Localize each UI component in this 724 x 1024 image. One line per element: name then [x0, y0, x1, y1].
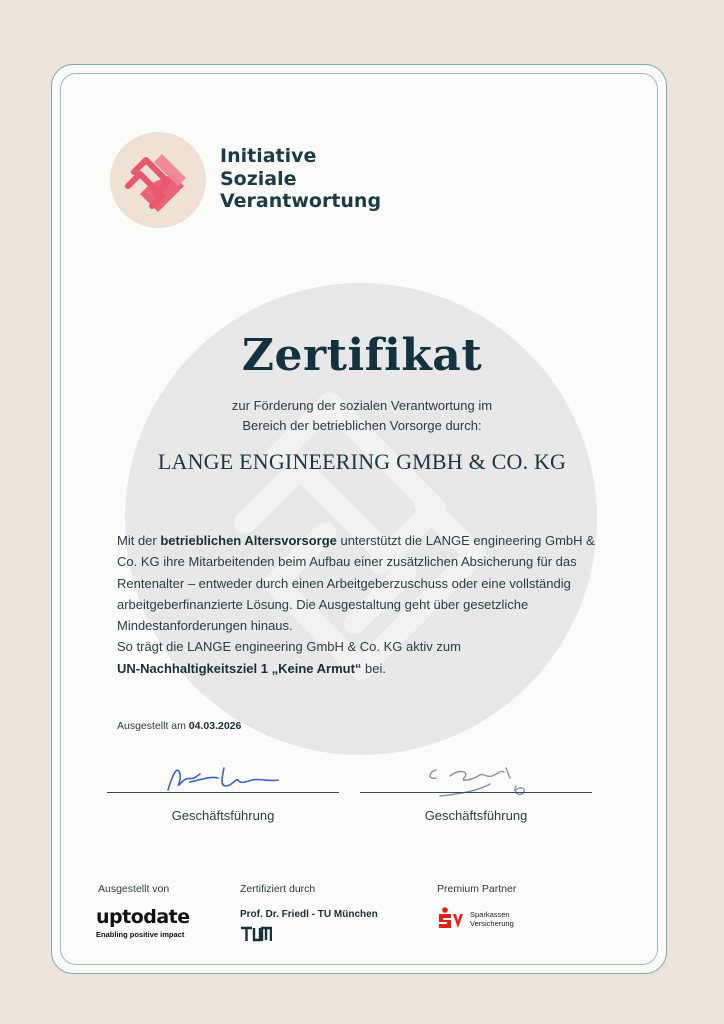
- body-sdg-highlight: UN-Nachhaltigkeitsziel 1 „Keine Armut“: [117, 660, 362, 676]
- company-name: LANGE ENGINEERING GMBH & CO. KG: [157, 449, 567, 474]
- certificate-title: Zertifikat: [241, 330, 483, 381]
- heart-hands-icon: [110, 132, 206, 228]
- issued-label: Ausgestellt am: [117, 720, 189, 732]
- body-p2-suffix: bei.: [361, 660, 386, 676]
- issued-date: [117, 720, 241, 732]
- body-paragraph-3: [117, 658, 617, 679]
- certifier-name: Prof. Dr. Friedl - TU München: [240, 909, 378, 920]
- signature-label-1: Geschäftsführung: [171, 808, 275, 823]
- body-p1-highlight: betrieblichen Altersvorsorge: [160, 533, 337, 548]
- body-paragraph-2: So trägt die LANGE engineering GmbH & Co. KG aktiv zum: [117, 639, 461, 655]
- certificate-body: [117, 530, 617, 679]
- body-p1-rest: unterstützt die LANGE engineering GmbH & Co. KG ihre Mitarbeitenden beim Aufbau einer zusätzlichen Absicherung für das Rentenalter – entweder durch einen Arbeitgeberzuschuss oder eine vollständig arbeitgeberfinanzierte Lösung. Die Ausgestaltung geht über gesetzliche Mindestanforderungen hinaus.: [117, 533, 595, 634]
- signature-line-2: [360, 792, 592, 793]
- certificate-subtitle: [0, 396, 724, 436]
- body-p1-prefix: Mit der: [117, 533, 161, 548]
- issued-by-label: Ausgestellt von: [98, 883, 170, 895]
- brand-name-line3: Verantwortung: [220, 190, 382, 212]
- brand-name-line2: Soziale: [220, 167, 297, 190]
- brand-logo: [110, 132, 206, 228]
- issued-date-value: 04.03.2026: [188, 720, 242, 732]
- partner-name-line2: Versicherung: [470, 918, 514, 928]
- partner-name: [470, 911, 514, 928]
- signature-label-2: Geschäftsführung: [424, 808, 528, 823]
- brand-name: [220, 145, 381, 213]
- body-paragraph-1: [117, 530, 617, 636]
- subtitle-line2: Bereich der betrieblichen Vorsorge durch:: [242, 418, 482, 433]
- partner-name-line1: Sparkassen: [470, 910, 510, 919]
- certified-by-label: Zertifiziert durch: [240, 883, 316, 895]
- subtitle-line1: zur Förderung der sozialen Verantwortung im: [231, 398, 493, 413]
- uptodate-logo: uptodate: [96, 906, 190, 928]
- brand-name-line1: Initiative: [220, 145, 317, 167]
- signature-2: [420, 762, 540, 806]
- sparkasse-s-icon: [436, 906, 468, 930]
- partner-label: Premium Partner: [437, 883, 517, 895]
- uptodate-tagline: Enabling positive impact: [96, 930, 185, 939]
- signature-1: [160, 760, 290, 796]
- signature-line-1: [107, 792, 339, 793]
- tum-logo-icon: [240, 926, 272, 942]
